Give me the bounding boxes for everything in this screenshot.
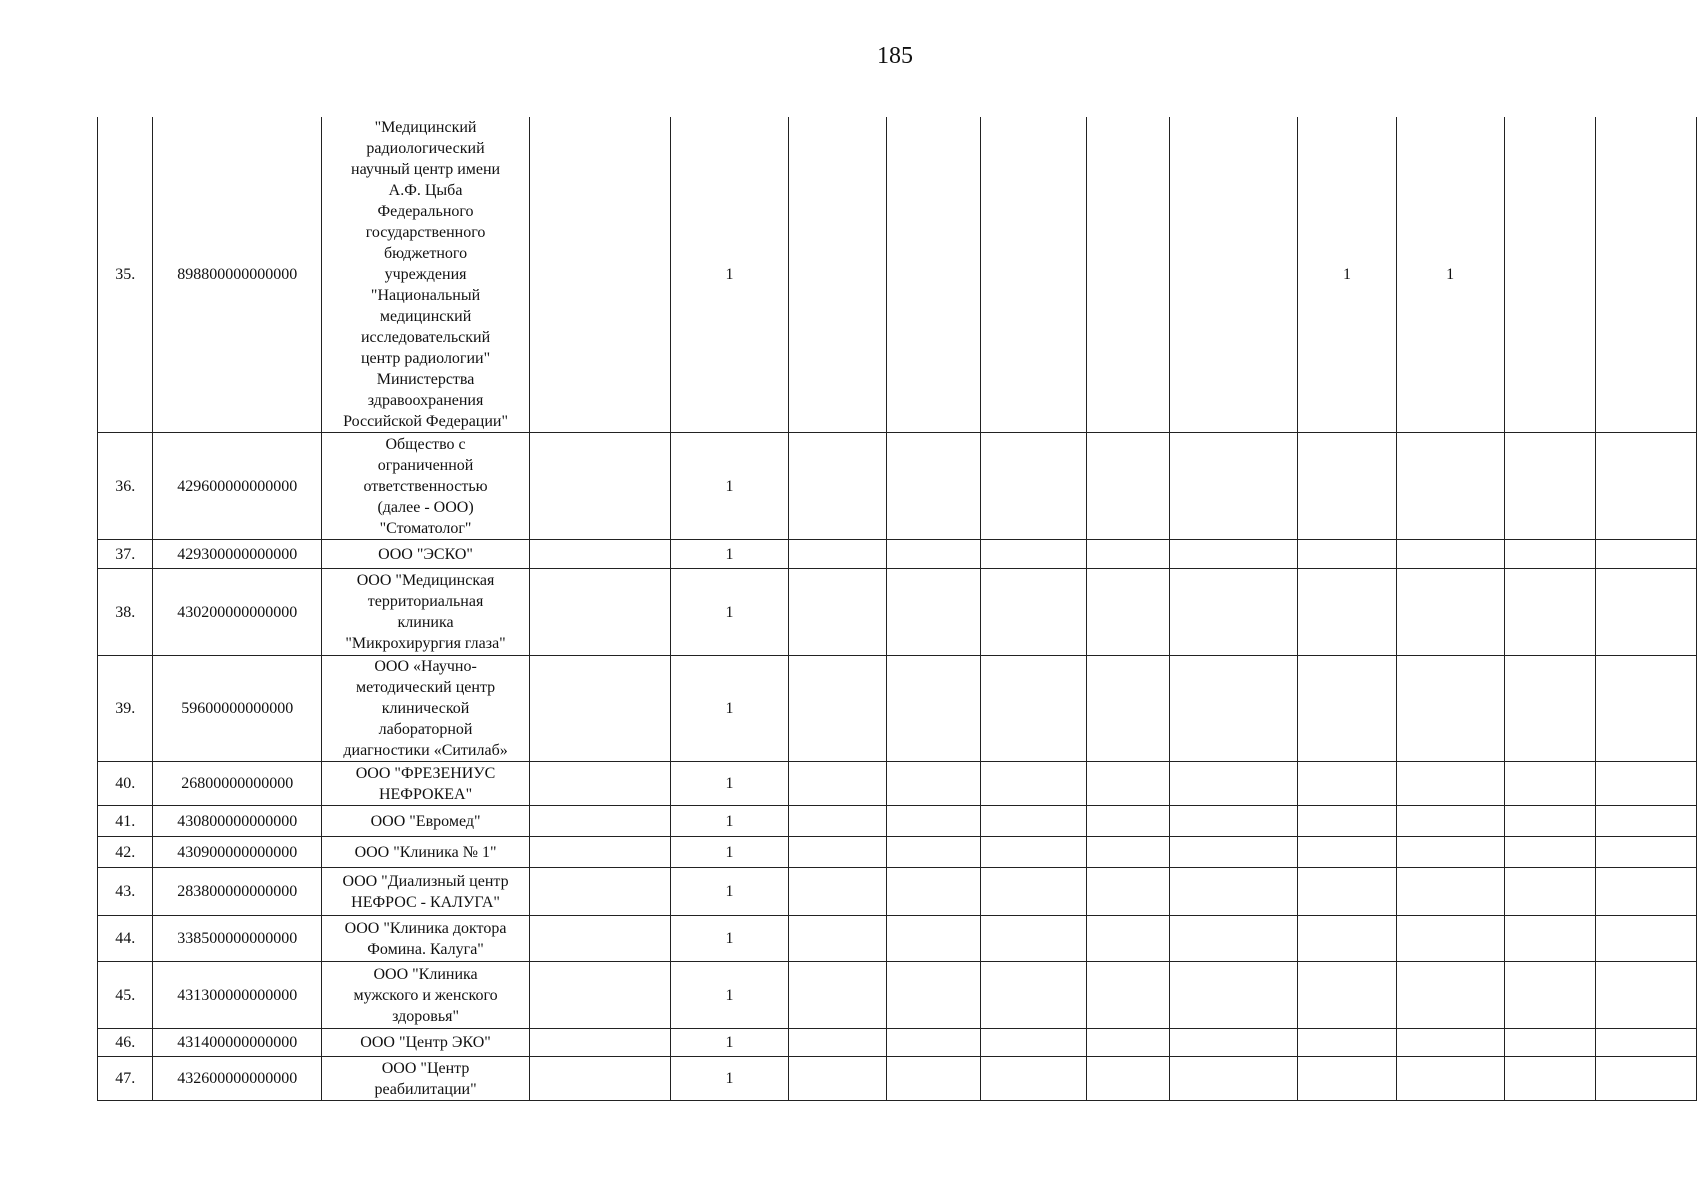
cell-col12 [1396, 656, 1504, 762]
organization-code: 26800000000000 [153, 762, 322, 806]
cell-col10 [1169, 806, 1297, 837]
cell-col14 [1596, 1057, 1697, 1101]
cell-col12: 1 [1396, 117, 1504, 433]
table-row [98, 540, 1697, 569]
row-number: 44. [98, 916, 153, 962]
cell-col4 [530, 433, 671, 540]
organization-name: Общество с ограниченной ответственностью (далее - ООО) "Стоматолог" [322, 433, 530, 540]
cell-col14 [1596, 117, 1697, 433]
cell-col10 [1169, 868, 1297, 916]
cell-col10 [1169, 1057, 1297, 1101]
cell-col7 [887, 1029, 980, 1057]
organization-code: 283800000000000 [153, 868, 322, 916]
cell-col5: 1 [670, 916, 788, 962]
cell-col11 [1298, 916, 1396, 962]
cell-col12 [1396, 569, 1504, 656]
cell-col9 [1087, 868, 1170, 916]
cell-col5: 1 [670, 806, 788, 837]
cell-col9 [1087, 762, 1170, 806]
cell-col12 [1396, 1057, 1504, 1101]
table-row [98, 762, 1697, 806]
cell-col5: 1 [670, 1057, 788, 1101]
cell-col6 [789, 868, 887, 916]
cell-col13 [1504, 962, 1595, 1029]
cell-col13 [1504, 1029, 1595, 1057]
cell-col5: 1 [670, 433, 788, 540]
row-number: 39. [98, 656, 153, 762]
cell-col12 [1396, 433, 1504, 540]
row-number: 40. [98, 762, 153, 806]
cell-col8 [980, 806, 1087, 837]
cell-col13 [1504, 433, 1595, 540]
organization-code: 430800000000000 [153, 806, 322, 837]
cell-col8 [980, 1057, 1087, 1101]
cell-col7 [887, 656, 980, 762]
row-number: 35. [98, 117, 153, 433]
cell-col11 [1298, 656, 1396, 762]
cell-col7 [887, 117, 980, 433]
cell-col12 [1396, 962, 1504, 1029]
cell-col6 [789, 762, 887, 806]
cell-col5: 1 [670, 868, 788, 916]
organization-name: ООО "Медицинская территориальная клиника "Микрохирургия глаза" [322, 569, 530, 656]
cell-col11 [1298, 837, 1396, 868]
cell-col14 [1596, 806, 1697, 837]
cell-col11 [1298, 1029, 1396, 1057]
organization-code: 432600000000000 [153, 1057, 322, 1101]
cell-col7 [887, 569, 980, 656]
cell-col9 [1087, 806, 1170, 837]
organization-name: ООО "Центр реабилитации" [322, 1057, 530, 1101]
organization-name: ООО "Клиника доктора Фомина. Калуга" [322, 916, 530, 962]
cell-col13 [1504, 916, 1595, 962]
cell-col6 [789, 569, 887, 656]
organization-code: 430900000000000 [153, 837, 322, 868]
organization-name: ООО "Центр ЭКО" [322, 1029, 530, 1057]
cell-col9 [1087, 540, 1170, 569]
cell-col12 [1396, 806, 1504, 837]
cell-col4 [530, 868, 671, 916]
organization-code: 59600000000000 [153, 656, 322, 762]
cell-col5: 1 [670, 569, 788, 656]
cell-col5: 1 [670, 540, 788, 569]
cell-col12 [1396, 762, 1504, 806]
cell-col7 [887, 962, 980, 1029]
cell-col4 [530, 837, 671, 868]
cell-col10 [1169, 540, 1297, 569]
cell-col12 [1396, 1029, 1504, 1057]
table-row [98, 117, 1697, 433]
cell-col10 [1169, 117, 1297, 433]
cell-col10 [1169, 433, 1297, 540]
cell-col11: 1 [1298, 117, 1396, 433]
cell-col9 [1087, 962, 1170, 1029]
cell-col9 [1087, 1029, 1170, 1057]
cell-col7 [887, 837, 980, 868]
cell-col13 [1504, 656, 1595, 762]
cell-col8 [980, 916, 1087, 962]
cell-col6 [789, 1029, 887, 1057]
cell-col5: 1 [670, 762, 788, 806]
organization-name: ООО "Клиника мужского и женского здоровья" [322, 962, 530, 1029]
row-number: 43. [98, 868, 153, 916]
cell-col7 [887, 762, 980, 806]
cell-col8 [980, 433, 1087, 540]
organization-code: 431300000000000 [153, 962, 322, 1029]
cell-col14 [1596, 962, 1697, 1029]
cell-col9 [1087, 433, 1170, 540]
table-row [98, 656, 1697, 762]
cell-col11 [1298, 762, 1396, 806]
cell-col12 [1396, 540, 1504, 569]
table-row [98, 916, 1697, 962]
cell-col7 [887, 433, 980, 540]
table-row [98, 433, 1697, 540]
cell-col7 [887, 806, 980, 837]
cell-col13 [1504, 868, 1595, 916]
cell-col5: 1 [670, 1029, 788, 1057]
cell-col4 [530, 1057, 671, 1101]
row-number: 36. [98, 433, 153, 540]
organization-name: ООО "Диализный центр НЕФРОС - КАЛУГА" [322, 868, 530, 916]
cell-col9 [1087, 117, 1170, 433]
cell-col13 [1504, 837, 1595, 868]
organization-name: ООО «Научно- методический центр клинической лабораторной диагностики «Ситилаб» [322, 656, 530, 762]
cell-col14 [1596, 868, 1697, 916]
cell-col8 [980, 837, 1087, 868]
cell-col14 [1596, 1029, 1697, 1057]
cell-col4 [530, 656, 671, 762]
cell-col13 [1504, 540, 1595, 569]
cell-col8 [980, 117, 1087, 433]
organization-name: ООО "ЭСКО" [322, 540, 530, 569]
cell-col10 [1169, 916, 1297, 962]
cell-col8 [980, 762, 1087, 806]
cell-col5: 1 [670, 962, 788, 1029]
cell-col14 [1596, 837, 1697, 868]
cell-col9 [1087, 916, 1170, 962]
organization-name: ООО "Клиника № 1" [322, 837, 530, 868]
row-number: 45. [98, 962, 153, 1029]
table-body [98, 117, 1697, 1101]
cell-col4 [530, 540, 671, 569]
cell-col10 [1169, 656, 1297, 762]
cell-col11 [1298, 569, 1396, 656]
organizations-table [97, 117, 1697, 1101]
cell-col12 [1396, 868, 1504, 916]
cell-col6 [789, 433, 887, 540]
table-row [98, 962, 1697, 1029]
cell-col9 [1087, 656, 1170, 762]
cell-col14 [1596, 916, 1697, 962]
cell-col4 [530, 1029, 671, 1057]
table-row [98, 837, 1697, 868]
cell-col14 [1596, 433, 1697, 540]
organization-code: 430200000000000 [153, 569, 322, 656]
cell-col7 [887, 868, 980, 916]
organization-name: ООО "ФРЕЗЕНИУС НЕФРОКЕА" [322, 762, 530, 806]
cell-col8 [980, 540, 1087, 569]
cell-col10 [1169, 569, 1297, 656]
cell-col4 [530, 762, 671, 806]
cell-col4 [530, 962, 671, 1029]
cell-col14 [1596, 762, 1697, 806]
organization-code: 898800000000000 [153, 117, 322, 433]
cell-col7 [887, 1057, 980, 1101]
organization-name: ООО "Евромед" [322, 806, 530, 837]
cell-col11 [1298, 806, 1396, 837]
cell-col4 [530, 117, 671, 433]
cell-col6 [789, 837, 887, 868]
table-row [98, 1029, 1697, 1057]
cell-col9 [1087, 1057, 1170, 1101]
cell-col6 [789, 962, 887, 1029]
cell-col14 [1596, 569, 1697, 656]
cell-col13 [1504, 1057, 1595, 1101]
cell-col9 [1087, 837, 1170, 868]
cell-col5: 1 [670, 656, 788, 762]
organization-name: "Медицинский радиологический научный центр имени А.Ф. Цыба Федерального государственного бюджетного учреждения "Национальный медицинский исследовательский центр радиологии" Министерства здравоохранения Российской Федерации" [322, 117, 530, 433]
cell-col13 [1504, 569, 1595, 656]
cell-col4 [530, 806, 671, 837]
cell-col7 [887, 540, 980, 569]
organization-code: 429600000000000 [153, 433, 322, 540]
cell-col13 [1504, 806, 1595, 837]
cell-col10 [1169, 837, 1297, 868]
cell-col13 [1504, 762, 1595, 806]
table-row [98, 868, 1697, 916]
cell-col8 [980, 656, 1087, 762]
page-number: 185 [877, 43, 913, 69]
cell-col8 [980, 962, 1087, 1029]
cell-col12 [1396, 916, 1504, 962]
cell-col8 [980, 569, 1087, 656]
row-number: 37. [98, 540, 153, 569]
cell-col11 [1298, 433, 1396, 540]
cell-col9 [1087, 569, 1170, 656]
cell-col5: 1 [670, 837, 788, 868]
cell-col7 [887, 916, 980, 962]
organization-code: 431400000000000 [153, 1029, 322, 1057]
cell-col10 [1169, 1029, 1297, 1057]
row-number: 42. [98, 837, 153, 868]
row-number: 38. [98, 569, 153, 656]
cell-col6 [789, 656, 887, 762]
cell-col6 [789, 1057, 887, 1101]
cell-col4 [530, 569, 671, 656]
row-number: 41. [98, 806, 153, 837]
cell-col5: 1 [670, 117, 788, 433]
cell-col10 [1169, 962, 1297, 1029]
cell-col11 [1298, 540, 1396, 569]
cell-col8 [980, 868, 1087, 916]
table-row [98, 1057, 1697, 1101]
cell-col11 [1298, 1057, 1396, 1101]
cell-col11 [1298, 868, 1396, 916]
organization-code: 429300000000000 [153, 540, 322, 569]
cell-col6 [789, 916, 887, 962]
cell-col11 [1298, 962, 1396, 1029]
cell-col6 [789, 540, 887, 569]
cell-col6 [789, 806, 887, 837]
cell-col14 [1596, 540, 1697, 569]
row-number: 47. [98, 1057, 153, 1101]
table-row [98, 569, 1697, 656]
organization-code: 338500000000000 [153, 916, 322, 962]
cell-col12 [1396, 837, 1504, 868]
row-number: 46. [98, 1029, 153, 1057]
cell-col8 [980, 1029, 1087, 1057]
cell-col4 [530, 916, 671, 962]
table-row [98, 806, 1697, 837]
cell-col10 [1169, 762, 1297, 806]
cell-col14 [1596, 656, 1697, 762]
cell-col6 [789, 117, 887, 433]
cell-col13 [1504, 117, 1595, 433]
